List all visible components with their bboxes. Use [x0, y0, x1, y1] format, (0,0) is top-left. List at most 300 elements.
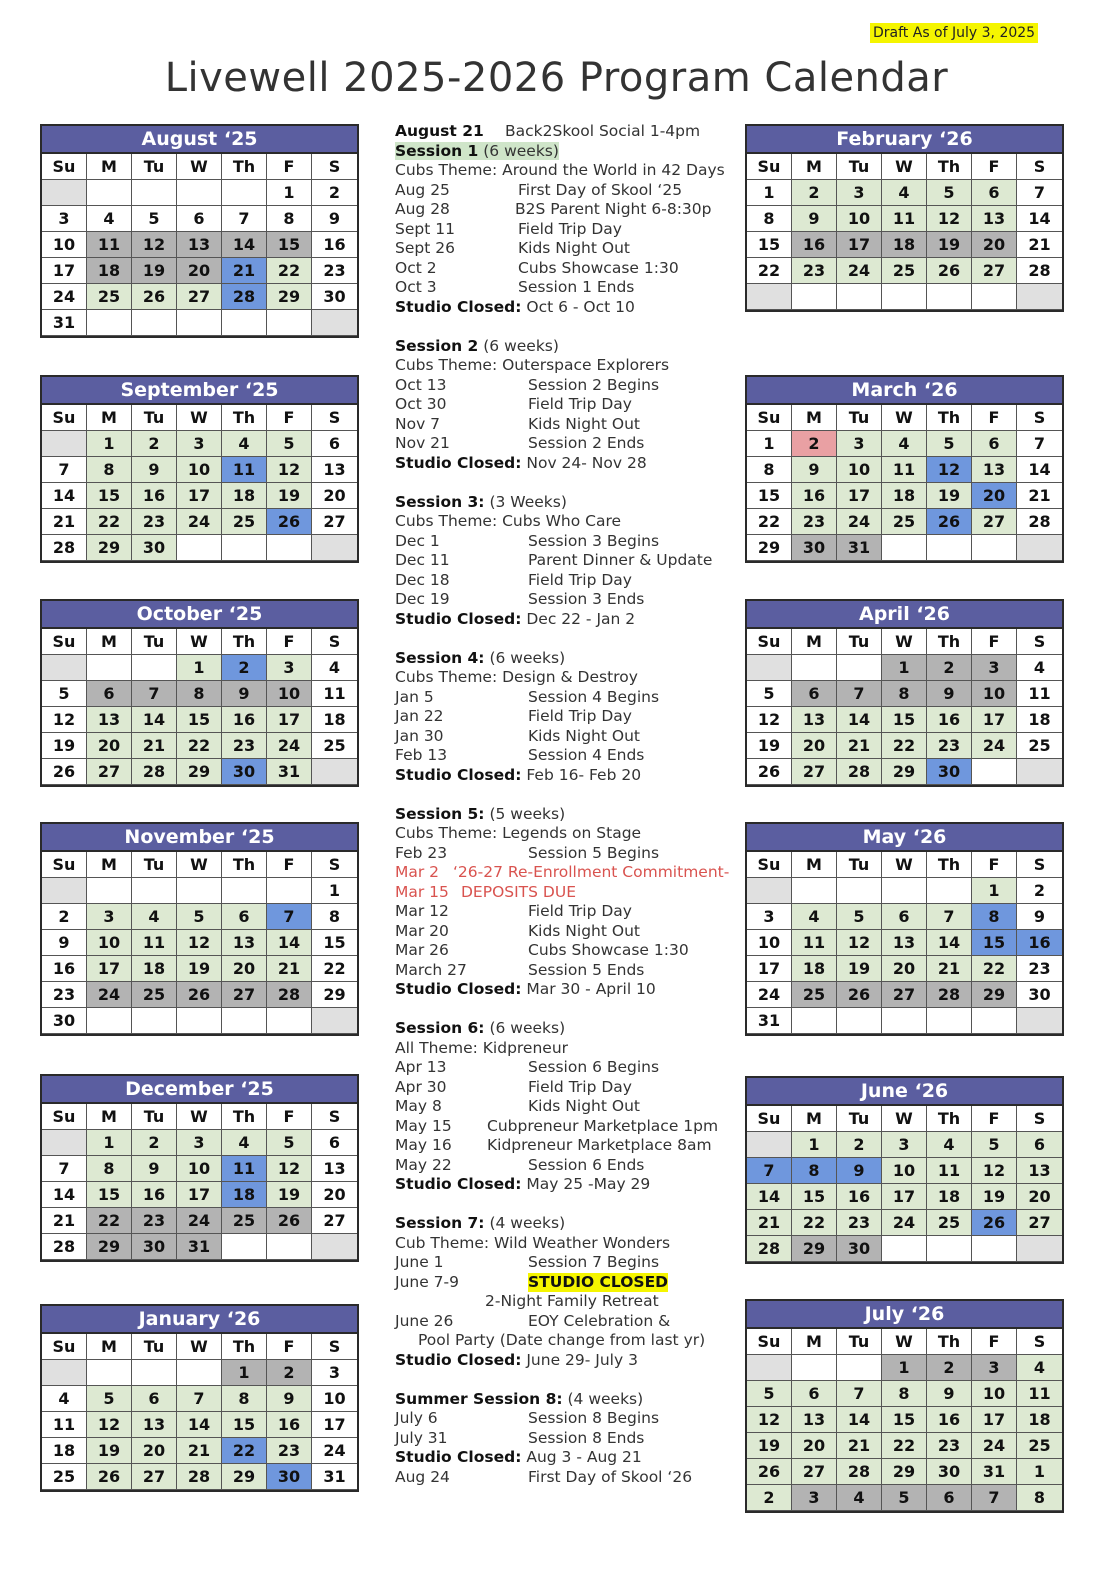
day-cell: 25	[792, 982, 837, 1008]
day-cell	[927, 1236, 972, 1262]
day-cell: 10	[747, 930, 792, 956]
weekday-header: Th	[927, 405, 972, 431]
day-cell: 15	[267, 232, 312, 258]
day-cell: 5	[177, 904, 222, 930]
schedule-detail: (4 weeks)	[562, 1389, 644, 1408]
schedule-detail: (6 weeks)	[484, 648, 566, 667]
day-cell: 18	[312, 707, 357, 733]
day-cell: 4	[882, 431, 927, 457]
day-cell: 4	[132, 904, 177, 930]
schedule-event: Field Trip Day	[528, 902, 632, 920]
schedule-line	[395, 941, 740, 961]
day-cell	[132, 655, 177, 681]
day-cell: 31	[747, 1008, 792, 1034]
schedule-date: Mar 2	[395, 863, 440, 881]
weekday-header: M	[792, 1329, 837, 1355]
day-cell	[927, 284, 972, 310]
day-cell	[132, 1008, 177, 1034]
weekday-header: W	[177, 405, 222, 431]
schedule-event: Session 4 Ends	[528, 746, 645, 764]
day-cell: 17	[882, 1184, 927, 1210]
day-cell: 26	[177, 982, 222, 1008]
schedule-line	[395, 1253, 740, 1273]
weekday-header: Th	[927, 852, 972, 878]
day-cell: 13	[882, 930, 927, 956]
schedule-date: July 31	[395, 1428, 448, 1447]
day-cell	[222, 535, 267, 561]
day-cell: 27	[792, 1459, 837, 1485]
schedule-event: Kids Night Out	[528, 1097, 640, 1115]
schedule-line	[395, 395, 740, 415]
schedule-detail: (3 Weeks)	[484, 492, 567, 511]
day-cell: 2	[927, 655, 972, 681]
day-cell: 7	[927, 904, 972, 930]
weekday-header: Th	[222, 852, 267, 878]
schedule-event: Parent Dinner & Update	[528, 551, 713, 569]
day-cell: 2	[792, 431, 837, 457]
weekday-header: Su	[42, 629, 87, 655]
weekday-header: M	[87, 629, 132, 655]
day-cell: 29	[312, 982, 357, 1008]
weekday-header: W	[882, 1106, 927, 1132]
day-cell: 11	[87, 232, 132, 258]
day-cell	[132, 878, 177, 904]
day-cell: 4	[837, 1485, 882, 1511]
schedule-event: Pool Party (Date change from last yr)	[418, 1331, 706, 1349]
day-cell: 25	[312, 733, 357, 759]
weekday-header: W	[177, 1104, 222, 1130]
schedule-date: Session 2	[395, 336, 479, 355]
day-cell: 13	[87, 707, 132, 733]
schedule-date: Apr 13	[395, 1058, 447, 1076]
day-cell: 8	[87, 1156, 132, 1182]
day-cell: 14	[837, 1407, 882, 1433]
day-cell: 16	[927, 1407, 972, 1433]
schedule-event: Session 2 Begins	[528, 375, 660, 394]
day-cell: 20	[792, 733, 837, 759]
day-cell: 3	[267, 655, 312, 681]
schedule-date: Mar 20	[395, 921, 449, 940]
schedule-line	[395, 1351, 740, 1371]
weekday-header: S	[1017, 154, 1062, 180]
day-cell: 22	[747, 509, 792, 535]
day-cell: 15	[177, 707, 222, 733]
month-calendar	[40, 375, 359, 563]
day-cell	[222, 1008, 267, 1034]
day-cell: 5	[882, 1485, 927, 1511]
day-cell: 20	[1017, 1184, 1062, 1210]
day-cell: 18	[222, 483, 267, 509]
day-cell	[747, 284, 792, 310]
day-cell: 22	[882, 1433, 927, 1459]
day-cell: 16	[1017, 930, 1062, 956]
day-cell: 22	[267, 258, 312, 284]
schedule-date: Oct 3	[395, 278, 437, 296]
day-cell: 15	[87, 1182, 132, 1208]
day-cell: 4	[42, 1386, 87, 1412]
day-cell: 14	[837, 707, 882, 733]
schedule-event: Session 2 Ends	[528, 434, 645, 452]
schedule-date: Dec 18	[395, 570, 450, 589]
day-cell: 27	[972, 258, 1017, 284]
day-cell: 12	[42, 707, 87, 733]
day-cell: 3	[837, 431, 882, 457]
day-cell	[267, 878, 312, 904]
day-cell: 5	[927, 180, 972, 206]
schedule-event: Session 3 Begins	[528, 531, 660, 550]
schedule-line	[395, 259, 740, 279]
schedule-line	[395, 278, 740, 298]
day-cell: 6	[222, 904, 267, 930]
day-cell: 26	[747, 759, 792, 785]
day-cell: 29	[87, 1234, 132, 1260]
weekday-header: W	[177, 629, 222, 655]
day-cell: 15	[882, 1407, 927, 1433]
weekday-header: Th	[222, 154, 267, 180]
day-cell: 5	[87, 1386, 132, 1412]
day-cell: 24	[837, 258, 882, 284]
schedule-date: Mar 15	[395, 882, 449, 901]
day-cell: 8	[882, 681, 927, 707]
schedule-line	[395, 766, 740, 786]
day-cell: 11	[312, 681, 357, 707]
schedule-date: June 1	[395, 1253, 444, 1271]
day-cell: 6	[312, 1130, 357, 1156]
day-cell: 13	[312, 1156, 357, 1182]
schedule-event: Field Trip Day	[518, 219, 622, 238]
day-cell: 13	[1017, 1158, 1062, 1184]
day-cell: 3	[747, 904, 792, 930]
day-cell: 7	[837, 681, 882, 707]
day-cell: 4	[222, 431, 267, 457]
schedule-line	[395, 980, 740, 1000]
schedule-date: Nov 21	[395, 434, 450, 452]
day-cell: 28	[927, 982, 972, 1008]
day-cell: 15	[222, 1412, 267, 1438]
weekday-header: Su	[747, 852, 792, 878]
day-cell: 1	[177, 655, 222, 681]
day-cell: 26	[42, 759, 87, 785]
schedule-date: Jan 30	[395, 726, 444, 745]
day-cell: 23	[222, 733, 267, 759]
weekday-header: Tu	[837, 1106, 882, 1132]
day-cell: 7	[837, 1381, 882, 1407]
day-cell	[267, 535, 312, 561]
day-cell: 15	[747, 232, 792, 258]
day-cell	[312, 759, 357, 785]
schedule-line	[395, 805, 740, 825]
day-cell: 2	[267, 1360, 312, 1386]
day-cell: 23	[927, 733, 972, 759]
day-cell: 3	[177, 431, 222, 457]
day-cell: 8	[1017, 1485, 1062, 1511]
day-cell: 24	[312, 1438, 357, 1464]
weekday-header: M	[792, 154, 837, 180]
day-cell: 18	[792, 956, 837, 982]
day-cell	[792, 284, 837, 310]
schedule-line	[395, 1468, 740, 1488]
day-cell	[267, 1234, 312, 1260]
day-cell: 23	[132, 509, 177, 535]
day-cell	[972, 759, 1017, 785]
month-calendar	[745, 375, 1064, 563]
day-cell: 17	[177, 483, 222, 509]
day-cell	[747, 655, 792, 681]
schedule-line	[395, 1214, 740, 1234]
schedule-line	[395, 1019, 740, 1039]
day-cell: 16	[837, 1184, 882, 1210]
day-cell: 12	[132, 232, 177, 258]
day-cell	[267, 310, 312, 336]
schedule-event: Session 6 Begins	[528, 1058, 660, 1076]
schedule-detail: Dec 22 - Jan 2	[521, 609, 636, 628]
schedule-event: ‘26-27 Re-Enrollment Commitment-	[453, 863, 730, 881]
weekday-header: F	[972, 154, 1017, 180]
month-grid	[747, 1106, 1062, 1262]
weekday-header: Su	[42, 1104, 87, 1130]
day-cell: 21	[42, 1208, 87, 1234]
schedule-line	[395, 181, 740, 201]
day-cell: 12	[927, 206, 972, 232]
day-cell: 26	[747, 1459, 792, 1485]
weekday-header: Tu	[132, 405, 177, 431]
schedule-line	[395, 142, 740, 162]
schedule-detail: (4 weeks)	[484, 1214, 566, 1232]
schedule-detail: (6 weeks)	[478, 141, 559, 160]
day-cell: 8	[792, 1158, 837, 1184]
schedule-date: Dec 19	[395, 590, 450, 608]
day-cell: 22	[972, 956, 1017, 982]
day-cell: 10	[177, 1156, 222, 1182]
day-cell: 13	[312, 457, 357, 483]
day-cell: 23	[837, 1210, 882, 1236]
day-cell: 14	[747, 1184, 792, 1210]
day-cell: 23	[312, 258, 357, 284]
day-cell	[42, 1130, 87, 1156]
schedule-date: Studio Closed:	[395, 297, 522, 316]
day-cell	[882, 1008, 927, 1034]
day-cell: 5	[267, 431, 312, 457]
schedule-date: Sept 11	[395, 219, 455, 238]
day-cell: 29	[792, 1236, 837, 1262]
day-cell	[747, 1355, 792, 1381]
schedule-event: Back2Skool Social 1-4pm	[505, 122, 701, 140]
month-calendar	[40, 822, 359, 1036]
weekday-header: F	[972, 1329, 1017, 1355]
schedule-line	[395, 200, 740, 220]
schedule-date: May 22	[395, 1155, 452, 1174]
schedule-date: Studio Closed:	[395, 1175, 522, 1193]
day-cell: 17	[177, 1182, 222, 1208]
schedule-date: Mar 26	[395, 941, 449, 959]
day-cell: 24	[837, 509, 882, 535]
day-cell	[882, 284, 927, 310]
day-cell: 1	[882, 1355, 927, 1381]
day-cell: 9	[312, 206, 357, 232]
schedule-date: Oct 2	[395, 258, 437, 277]
day-cell	[42, 180, 87, 206]
schedule-event: First Day of Skool ‘26	[528, 1467, 693, 1486]
schedule-line	[395, 434, 740, 454]
day-cell: 16	[132, 1182, 177, 1208]
month-title: February ‘26	[747, 126, 1062, 154]
schedule-event: Kids Night Out	[528, 921, 640, 940]
day-cell: 30	[312, 284, 357, 310]
weekday-header: Th	[222, 405, 267, 431]
day-cell: 9	[222, 681, 267, 707]
day-cell: 30	[837, 1236, 882, 1262]
day-cell: 19	[747, 733, 792, 759]
schedule-date: Session 1	[395, 141, 479, 160]
weekday-header: S	[312, 852, 357, 878]
day-cell	[882, 1236, 927, 1262]
day-cell: 14	[222, 232, 267, 258]
month-title: December ‘25	[42, 1076, 357, 1104]
schedule-line	[395, 883, 740, 903]
day-cell: 26	[837, 982, 882, 1008]
day-cell	[177, 1360, 222, 1386]
day-cell: 24	[972, 733, 1017, 759]
schedule-event: Cubpreneur Marketplace 1pm	[487, 1116, 719, 1135]
schedule-line	[395, 844, 740, 864]
day-cell: 19	[132, 258, 177, 284]
schedule-line	[395, 122, 740, 142]
day-cell: 3	[792, 1485, 837, 1511]
day-cell: 11	[1017, 681, 1062, 707]
day-cell: 10	[312, 1386, 357, 1412]
day-cell: 20	[792, 1433, 837, 1459]
schedule-line	[395, 922, 740, 942]
schedule-line	[395, 161, 740, 181]
day-cell: 24	[267, 733, 312, 759]
day-cell: 1	[972, 878, 1017, 904]
day-cell: 13	[222, 930, 267, 956]
day-cell: 30	[132, 1234, 177, 1260]
schedule-event: 2-Night Family Retreat	[485, 1292, 659, 1310]
month-title: May ‘26	[747, 824, 1062, 852]
day-cell: 31	[837, 535, 882, 561]
schedule-date: Cubs Theme: Legends on Stage	[395, 824, 642, 842]
weekday-header: Th	[927, 1106, 972, 1132]
schedule-line	[395, 727, 740, 747]
day-cell	[177, 878, 222, 904]
schedule-line	[395, 961, 740, 981]
month-grid	[42, 405, 357, 561]
day-cell: 9	[267, 1386, 312, 1412]
day-cell: 11	[42, 1412, 87, 1438]
schedule-date: May 16	[395, 1136, 452, 1154]
schedule-line	[395, 746, 740, 766]
schedule-date: July 6	[395, 1409, 438, 1427]
weekday-header: S	[312, 1334, 357, 1360]
day-cell: 17	[837, 232, 882, 258]
day-cell: 14	[1017, 457, 1062, 483]
schedule-line	[395, 1429, 740, 1449]
day-cell	[222, 180, 267, 206]
day-cell: 26	[927, 258, 972, 284]
month-title: April ‘26	[747, 601, 1062, 629]
day-cell: 24	[747, 982, 792, 1008]
day-cell: 21	[42, 509, 87, 535]
day-cell: 1	[792, 1132, 837, 1158]
weekday-header: Su	[747, 154, 792, 180]
day-cell: 27	[1017, 1210, 1062, 1236]
day-cell: 26	[972, 1210, 1017, 1236]
day-cell: 20	[87, 733, 132, 759]
day-cell: 5	[927, 431, 972, 457]
day-cell: 17	[837, 483, 882, 509]
schedule-event: Cubs Showcase 1:30	[528, 941, 689, 959]
day-cell: 14	[267, 930, 312, 956]
schedule-line	[395, 649, 740, 669]
weekday-header: F	[267, 629, 312, 655]
month-title: March ‘26	[747, 377, 1062, 405]
day-cell: 11	[927, 1158, 972, 1184]
day-cell: 23	[1017, 956, 1062, 982]
schedule-date: Jan 22	[395, 707, 444, 725]
day-cell: 14	[177, 1412, 222, 1438]
day-cell: 29	[882, 1459, 927, 1485]
day-cell	[42, 431, 87, 457]
day-cell: 18	[87, 258, 132, 284]
schedule-detail: (6 weeks)	[478, 336, 559, 355]
schedule-date: Session 5:	[395, 804, 485, 823]
schedule-line	[395, 1409, 740, 1429]
day-cell: 20	[132, 1438, 177, 1464]
day-cell: 18	[882, 483, 927, 509]
day-cell: 23	[132, 1208, 177, 1234]
schedule-line	[395, 902, 740, 922]
day-cell: 15	[882, 707, 927, 733]
schedule-date: Mar 12	[395, 902, 449, 920]
weekday-header: M	[792, 1106, 837, 1132]
weekday-header: Th	[222, 629, 267, 655]
day-cell: 12	[837, 930, 882, 956]
day-cell: 19	[972, 1184, 1017, 1210]
day-cell: 31	[177, 1234, 222, 1260]
weekday-header: F	[267, 1334, 312, 1360]
schedule-detail: Aug 3 - Aug 21	[521, 1448, 642, 1466]
day-cell: 30	[222, 759, 267, 785]
schedule-date: Session 3:	[395, 492, 485, 511]
day-cell	[312, 1234, 357, 1260]
day-cell: 30	[927, 759, 972, 785]
day-cell: 6	[87, 681, 132, 707]
month-calendar	[745, 599, 1064, 787]
schedule-date: June 26	[395, 1311, 454, 1330]
weekday-header: Su	[42, 852, 87, 878]
day-cell: 25	[222, 509, 267, 535]
weekday-header: W	[882, 629, 927, 655]
schedule-event: Field Trip Day	[528, 707, 632, 725]
day-cell: 31	[312, 1464, 357, 1490]
weekday-header: Su	[747, 1329, 792, 1355]
schedule-line	[395, 1331, 740, 1351]
day-cell: 30	[927, 1459, 972, 1485]
schedule-event: Kids Night Out	[528, 726, 640, 745]
schedule-line	[395, 1175, 740, 1195]
schedule-date: Oct 30	[395, 395, 447, 413]
day-cell: 16	[132, 483, 177, 509]
day-cell: 3	[177, 1130, 222, 1156]
day-cell: 20	[882, 956, 927, 982]
weekday-header: Su	[42, 405, 87, 431]
day-cell: 4	[882, 180, 927, 206]
month-calendar	[40, 599, 359, 787]
day-cell: 1	[87, 1130, 132, 1156]
day-cell	[87, 1360, 132, 1386]
day-cell: 4	[87, 206, 132, 232]
